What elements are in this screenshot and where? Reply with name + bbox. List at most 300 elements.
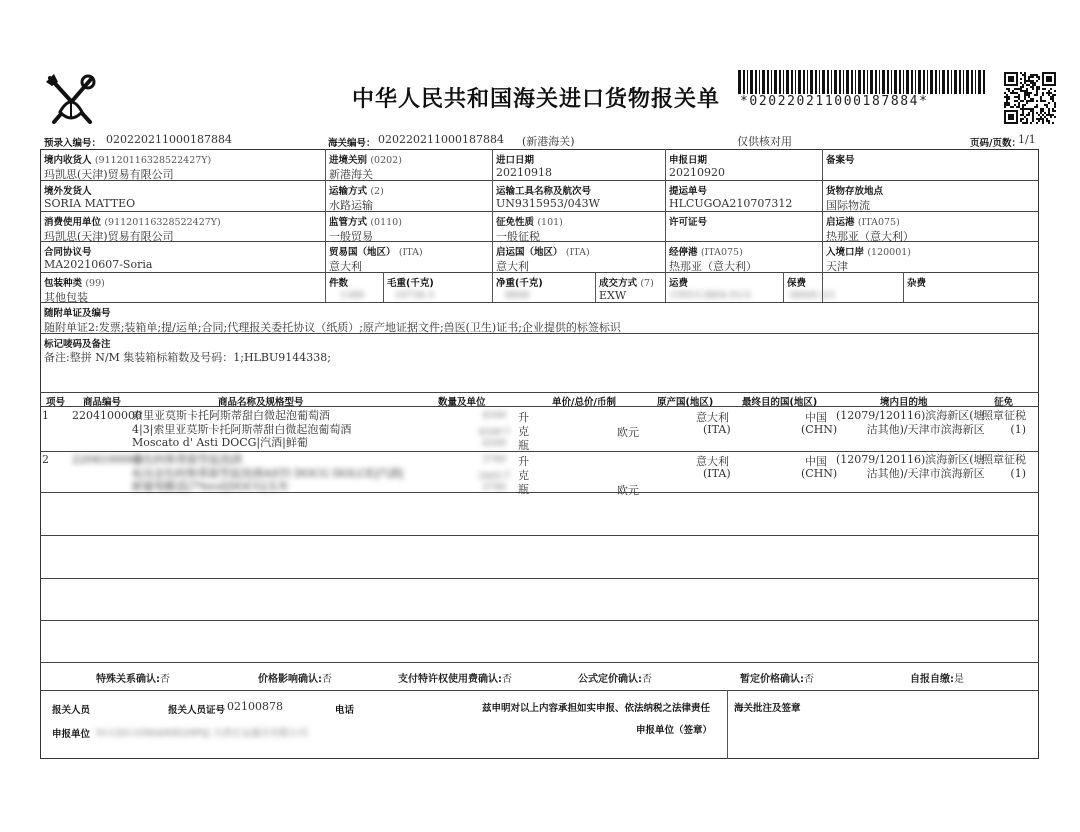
qr-module bbox=[1036, 90, 1038, 92]
qr-module bbox=[1032, 88, 1034, 90]
qr-module bbox=[1028, 94, 1030, 96]
goods-header-no: 项号 bbox=[46, 397, 66, 408]
qr-module bbox=[1024, 94, 1026, 96]
qr-module bbox=[1028, 80, 1030, 82]
customs-office: (新港海关) bbox=[522, 135, 575, 148]
qr-module bbox=[1044, 112, 1046, 114]
contract-label: 合同协议号 bbox=[44, 247, 92, 258]
qr-module bbox=[1024, 80, 1026, 82]
qr-module bbox=[1036, 92, 1038, 94]
qr-module bbox=[1016, 92, 1018, 94]
goods-qty-1: 4500 bbox=[482, 410, 507, 421]
user-label: 消费使用单位 (91120116328522427Y) bbox=[44, 217, 221, 228]
barcode-bar bbox=[975, 70, 976, 94]
barcode-bar bbox=[807, 70, 808, 94]
qr-module bbox=[1008, 114, 1014, 120]
barcode-bar bbox=[879, 70, 880, 94]
dep-port-value: 热那亚（意大利） bbox=[826, 230, 914, 243]
dep-port-label: 启运港 (ITA075) bbox=[826, 217, 900, 228]
bl-label: 提运单号 bbox=[669, 186, 708, 197]
goods-dest-code: (CHN) bbox=[801, 423, 838, 436]
barcode-bar bbox=[750, 70, 753, 94]
qr-module bbox=[1008, 98, 1010, 100]
barcode-bar bbox=[939, 70, 940, 94]
qr-module bbox=[1026, 120, 1028, 122]
qr-module bbox=[1040, 118, 1042, 120]
qr-module bbox=[1020, 86, 1022, 88]
qr-module bbox=[1008, 104, 1010, 106]
goods-origin-code: (ITA) bbox=[703, 467, 731, 480]
provisional-price-confirm: 暂定价格确认:否 bbox=[740, 674, 814, 685]
qr-module bbox=[1024, 116, 1026, 118]
qr-module bbox=[1042, 92, 1044, 94]
barcode-bar bbox=[978, 70, 981, 94]
barcode-bar bbox=[815, 70, 817, 94]
qr-module bbox=[1038, 118, 1040, 120]
special-relation-confirm: 特殊关系确认:否 bbox=[96, 674, 170, 685]
vessel-label: 运输工具名称及航次号 bbox=[496, 186, 592, 197]
qr-module bbox=[1030, 92, 1032, 94]
barcode-bar bbox=[839, 70, 841, 94]
qr-module bbox=[1042, 100, 1044, 102]
declare-unit-seal-label: 申报单位（签章） bbox=[636, 725, 713, 736]
qr-module bbox=[1024, 82, 1026, 84]
qr-module bbox=[1032, 74, 1034, 76]
qr-module bbox=[1054, 106, 1056, 108]
qr-module bbox=[1026, 88, 1028, 90]
qr-module bbox=[1004, 96, 1006, 98]
qr-module bbox=[1054, 104, 1056, 106]
net-label: 净重(千克) bbox=[496, 278, 543, 289]
qr-module bbox=[1044, 104, 1046, 106]
insurance-value: 000/0.3/1 bbox=[790, 290, 836, 301]
qr-module bbox=[1020, 120, 1022, 122]
qr-module bbox=[1018, 94, 1020, 96]
qr-module bbox=[1032, 110, 1034, 112]
qr-module bbox=[1036, 80, 1038, 82]
freight-label: 运费 bbox=[669, 278, 689, 289]
barcode-bar bbox=[906, 70, 909, 94]
goods-code: 2204100000 bbox=[72, 453, 142, 466]
qr-module bbox=[1028, 84, 1030, 86]
qr-module bbox=[1046, 106, 1048, 108]
qr-module bbox=[1040, 98, 1042, 100]
qr-module bbox=[1050, 98, 1052, 100]
vessel-value: UN9315953/043W bbox=[496, 197, 600, 210]
watermark-note: 仅供核对用 bbox=[737, 135, 792, 148]
barcode-bar bbox=[843, 70, 844, 94]
qr-module bbox=[1038, 120, 1040, 122]
barcode-bar bbox=[899, 70, 901, 94]
qr-module bbox=[1032, 98, 1034, 100]
qr-module bbox=[1044, 88, 1046, 90]
qr-module bbox=[1020, 88, 1022, 90]
qr-module bbox=[1034, 74, 1036, 76]
qr-module bbox=[1042, 114, 1044, 116]
levy-label: 征免性质 (101) bbox=[496, 217, 563, 228]
legal-statement: 兹申明对以上内容承担如实申报、依法纳税之法律责任 bbox=[482, 703, 711, 714]
transport-label: 运输方式 (2) bbox=[329, 186, 384, 197]
goods-unit-3: 瓶 bbox=[518, 439, 529, 452]
qr-module bbox=[1030, 82, 1032, 84]
barcode-bar bbox=[882, 70, 885, 94]
qr-module bbox=[1024, 72, 1026, 74]
pre-entry-label: 预录入编号： bbox=[44, 138, 102, 149]
qr-module bbox=[1016, 100, 1018, 102]
qr-module bbox=[1006, 88, 1008, 90]
qr-module bbox=[1018, 98, 1020, 100]
marks-value: 备注:整拼 N/M 集装箱标箱数及号码：1;HLBU9144338; bbox=[44, 351, 331, 364]
qr-module bbox=[1022, 118, 1024, 120]
qr-module bbox=[1036, 76, 1038, 78]
qr-module bbox=[1048, 122, 1050, 124]
goods-qty-2: 4500千 bbox=[478, 427, 512, 438]
goods-unit-2: 克 bbox=[518, 425, 529, 438]
qr-module bbox=[1036, 100, 1038, 102]
storage-label: 货物存放地点 bbox=[826, 186, 884, 197]
barcode-bar bbox=[959, 70, 961, 94]
qr-module bbox=[1004, 104, 1006, 106]
qr-module bbox=[1030, 98, 1032, 100]
qr-module bbox=[1036, 118, 1038, 120]
qr-module bbox=[1022, 106, 1024, 108]
qr-module bbox=[1016, 88, 1018, 90]
barcode-bar bbox=[755, 70, 757, 94]
barcode-bar bbox=[870, 70, 873, 94]
goods-levy: 照章征税 (1) bbox=[982, 453, 1026, 480]
qr-module bbox=[1008, 96, 1010, 98]
qr-module bbox=[1038, 86, 1040, 88]
qr-module bbox=[1032, 118, 1034, 120]
qr-module bbox=[1040, 116, 1042, 118]
qr-module bbox=[1006, 102, 1008, 104]
qr-module bbox=[1028, 92, 1030, 94]
customs-no-label: 海关编号： bbox=[328, 138, 376, 149]
qr-module bbox=[1048, 94, 1050, 96]
qr-module bbox=[1018, 96, 1020, 98]
barcode-bar bbox=[759, 70, 760, 94]
qr-module bbox=[1014, 96, 1016, 98]
barcode-bar bbox=[810, 70, 813, 94]
barcode-bar bbox=[891, 70, 892, 94]
qr-module bbox=[1036, 104, 1038, 106]
qr-module bbox=[1030, 108, 1032, 110]
customs-emblem-icon bbox=[42, 72, 100, 130]
declare-unit-label: 申报单位 bbox=[52, 729, 91, 740]
qr-module bbox=[1024, 74, 1026, 76]
qr-module bbox=[1036, 94, 1038, 96]
qr-module bbox=[1024, 96, 1026, 98]
barcode-bar bbox=[911, 70, 913, 94]
qr-module bbox=[1032, 108, 1034, 110]
qr-module bbox=[1030, 110, 1032, 112]
qr-module bbox=[1006, 100, 1008, 102]
qr-module bbox=[1024, 104, 1026, 106]
cert-label: 报关人员证号 bbox=[168, 705, 226, 716]
qr-module bbox=[1020, 78, 1022, 80]
qr-module bbox=[1030, 80, 1032, 82]
goods-levy: 照章征税 (1) bbox=[982, 409, 1026, 436]
qr-module bbox=[1012, 106, 1014, 108]
qr-module bbox=[1054, 102, 1056, 104]
contract-value: MA20210607-Soria bbox=[44, 258, 153, 271]
qr-module bbox=[1048, 114, 1050, 116]
barcode-bar bbox=[827, 70, 829, 94]
goods-currency: 欧元 bbox=[617, 426, 639, 439]
qr-module bbox=[1028, 112, 1030, 114]
page-value: 1/1 bbox=[1018, 133, 1036, 146]
qr-module bbox=[1038, 78, 1040, 80]
qr-module bbox=[1030, 76, 1032, 78]
goods-qty-1: 3780 bbox=[482, 454, 507, 465]
barcode-bar bbox=[915, 70, 916, 94]
qr-module bbox=[1028, 96, 1030, 98]
qr-module bbox=[1020, 90, 1022, 92]
goods-unit-3: 瓶 bbox=[518, 483, 529, 496]
qr-module bbox=[1044, 100, 1046, 102]
barcode-bar bbox=[831, 70, 832, 94]
qr-module bbox=[1020, 114, 1022, 116]
transport-value: 水路运输 bbox=[329, 199, 373, 212]
qr-module bbox=[1030, 86, 1032, 88]
qr-module bbox=[1032, 76, 1034, 78]
deal-value: EXW bbox=[599, 289, 627, 302]
goods-domestic: (12079/120116)滨海新区(塘 沽其他)/天津市滨海新区 bbox=[836, 453, 985, 480]
pre-entry-no: 020220211000187884 bbox=[106, 133, 232, 146]
pack-value: 其他包装 bbox=[44, 291, 88, 304]
barcode-bar bbox=[762, 70, 765, 94]
qr-module bbox=[1048, 112, 1050, 114]
qr-module bbox=[1004, 92, 1006, 94]
barcode-bar bbox=[918, 70, 921, 94]
qr-module bbox=[1028, 76, 1030, 78]
goods-qty-3: 4500 bbox=[482, 438, 507, 449]
goods-no: 2 bbox=[42, 453, 49, 466]
qr-module bbox=[1028, 100, 1030, 102]
barcode-bar bbox=[954, 70, 957, 94]
qr-module bbox=[1032, 80, 1034, 82]
qr-module bbox=[1022, 100, 1024, 102]
qr-module bbox=[1008, 88, 1010, 90]
user-value: 玛凯思(天津)贸易有限公司 bbox=[44, 230, 174, 243]
qr-module bbox=[1040, 96, 1042, 98]
barcode-bar bbox=[783, 70, 784, 94]
barcode-bar bbox=[942, 70, 945, 94]
gross-value: 10736.5 bbox=[395, 290, 435, 301]
insurance-label: 保费 bbox=[787, 278, 807, 289]
license-label: 许可证号 bbox=[669, 217, 708, 228]
supervision-value: 一般贸易 bbox=[329, 230, 373, 243]
qr-module bbox=[1040, 112, 1042, 114]
barcode-bar bbox=[863, 70, 865, 94]
barcode-bar bbox=[767, 70, 769, 94]
qr-module bbox=[1042, 122, 1044, 124]
transit-label: 经停港 (ITA075) bbox=[669, 247, 743, 258]
qr-module bbox=[1010, 106, 1012, 108]
qr-module bbox=[1036, 74, 1038, 76]
record-label: 备案号 bbox=[826, 155, 855, 166]
misc-label: 杂费 bbox=[907, 278, 927, 289]
barcode-bar bbox=[846, 70, 849, 94]
qr-module bbox=[1048, 120, 1050, 122]
qr-module bbox=[1052, 98, 1054, 100]
qr-module bbox=[1020, 108, 1022, 110]
goods-origin: 意大利 bbox=[696, 411, 729, 424]
qr-module bbox=[1016, 106, 1018, 108]
pieces-value: 1380 bbox=[340, 290, 365, 301]
qr-module bbox=[1046, 76, 1052, 82]
barcode-bar bbox=[855, 70, 856, 94]
qr-module bbox=[1050, 88, 1052, 90]
shipper-label: 境外发货人 bbox=[44, 186, 92, 197]
qr-module bbox=[1020, 118, 1022, 120]
goods-dest: 中国 bbox=[805, 455, 827, 468]
barcode-bar bbox=[798, 70, 801, 94]
qr-module bbox=[1008, 90, 1010, 92]
barcode-bar bbox=[963, 70, 964, 94]
qr-module bbox=[1018, 104, 1020, 106]
qr-module bbox=[1032, 100, 1034, 102]
qr-module bbox=[1042, 108, 1044, 110]
barcode-bar bbox=[779, 70, 781, 94]
declare-unit-value: 91120116MA06XQ9P6J 天津正运通关有限公司 bbox=[96, 728, 308, 739]
declare-date-value: 20210920 bbox=[669, 166, 725, 179]
barcode-bar bbox=[983, 70, 985, 94]
qr-module bbox=[1008, 76, 1014, 82]
qr-module bbox=[1020, 100, 1022, 102]
port-label: 进境关别 (0202) bbox=[329, 155, 402, 166]
barcode-bar bbox=[774, 70, 777, 94]
declare-date-label: 申报日期 bbox=[669, 155, 708, 166]
qr-module bbox=[1032, 116, 1034, 118]
barcode-bar bbox=[795, 70, 796, 94]
barcode-bar bbox=[927, 70, 928, 94]
qr-module bbox=[1012, 92, 1014, 94]
qr-module bbox=[1030, 100, 1032, 102]
qr-module bbox=[1028, 108, 1030, 110]
barcode-bar bbox=[743, 70, 745, 94]
qr-module bbox=[1036, 122, 1038, 124]
docs-label: 随附单证及编号 bbox=[44, 308, 111, 319]
qr-module bbox=[1052, 108, 1054, 110]
customs-no: 020220211000187884 bbox=[378, 133, 504, 146]
goods-qty-3: 3780 bbox=[482, 482, 507, 493]
qr-module bbox=[1054, 90, 1056, 92]
qr-module bbox=[1032, 114, 1034, 116]
barcode-bar bbox=[887, 70, 889, 94]
trade-country-label: 贸易国（地区） (ITA) bbox=[329, 247, 423, 258]
qr-module bbox=[1026, 80, 1028, 82]
qr-module bbox=[1052, 100, 1054, 102]
page-label: 页码/页数： bbox=[970, 138, 1021, 149]
qr-module bbox=[1022, 112, 1024, 114]
qr-module bbox=[1052, 110, 1054, 112]
barcode bbox=[738, 70, 988, 94]
qr-module bbox=[1022, 108, 1024, 110]
qr-module bbox=[1054, 110, 1056, 112]
qr-module bbox=[1010, 92, 1012, 94]
goods-unit-2: 克 bbox=[518, 469, 529, 482]
qr-module bbox=[1032, 86, 1034, 88]
barcode-bar bbox=[894, 70, 897, 94]
qr-module bbox=[1026, 118, 1028, 120]
qr-module bbox=[1024, 90, 1026, 92]
docs-value: 随附单证2:发票;装箱单;提/运单;合同;代理报关委托协议（纸质）;原产地证据文件;兽医(卫生)证书;企业提供的标签标识 bbox=[44, 321, 621, 334]
goods-unit-1: 升 bbox=[518, 411, 529, 424]
goods-header-qty: 数量及单位 bbox=[438, 397, 486, 408]
qr-module bbox=[1050, 96, 1052, 98]
qr-module bbox=[1050, 92, 1052, 94]
qr-module bbox=[1026, 84, 1028, 86]
qr-module bbox=[1024, 108, 1026, 110]
qr-module bbox=[1042, 118, 1044, 120]
barcode-bar bbox=[966, 70, 969, 94]
consignee-label: 境内收货人 (91120116328522427Y) bbox=[44, 155, 212, 166]
qr-module bbox=[1038, 76, 1040, 78]
barcode-bar bbox=[822, 70, 825, 94]
barcode-bar bbox=[935, 70, 937, 94]
qr-module bbox=[1042, 94, 1044, 96]
qr-module bbox=[1012, 90, 1014, 92]
goods-currency: 欧元 bbox=[617, 484, 639, 497]
qr-module bbox=[1032, 120, 1034, 122]
barcode-bar bbox=[834, 70, 837, 94]
qr-module bbox=[1046, 120, 1048, 122]
qr-module bbox=[1034, 106, 1036, 108]
qr-module bbox=[1042, 88, 1044, 90]
barcode-bar bbox=[791, 70, 793, 94]
qr-module bbox=[1006, 104, 1008, 106]
qr-module bbox=[1036, 88, 1038, 90]
qr-module bbox=[1014, 104, 1016, 106]
barcode-bar bbox=[771, 70, 772, 94]
qr-module bbox=[1050, 116, 1052, 118]
goods-header-levy: 征免 bbox=[994, 397, 1014, 408]
barcode-text: *020220211000187884* bbox=[740, 94, 929, 109]
barcode-bar bbox=[875, 70, 877, 94]
qr-module bbox=[1038, 88, 1040, 90]
qr-module bbox=[1048, 102, 1050, 104]
qr-module bbox=[1018, 102, 1020, 104]
price-impact-confirm: 价格影响确认:否 bbox=[258, 674, 332, 685]
goods-code: 2204100000 bbox=[72, 409, 142, 422]
qr-module bbox=[1014, 88, 1016, 90]
self-declare-confirm: 自报自缴:是 bbox=[910, 674, 964, 685]
qr-module bbox=[1024, 78, 1026, 80]
goods-origin: 意大利 bbox=[696, 455, 729, 468]
goods-header-name: 商品名称及规格型号 bbox=[218, 397, 304, 408]
barcode-bar bbox=[803, 70, 805, 94]
qr-module bbox=[1024, 98, 1026, 100]
goods-no: 1 bbox=[42, 409, 49, 422]
goods-header-price: 单价/总价/币制 bbox=[552, 397, 616, 408]
goods-header-domestic: 境内目的地 bbox=[880, 397, 928, 408]
royalty-confirm: 支付特许权使用费确认:否 bbox=[398, 674, 512, 685]
transit-value: 热那亚（意大利） bbox=[669, 260, 757, 273]
barcode-bar bbox=[923, 70, 925, 94]
qr-module bbox=[1020, 72, 1022, 74]
pieces-label: 件数 bbox=[329, 278, 349, 289]
barcode-bar bbox=[786, 70, 789, 94]
qr-module bbox=[1032, 84, 1034, 86]
goods-header-dest: 最终目的国(地区) bbox=[742, 397, 818, 408]
qr-module bbox=[1018, 88, 1020, 90]
qr-module bbox=[1046, 92, 1048, 94]
qr-module bbox=[1008, 102, 1010, 104]
qr-module bbox=[1022, 86, 1024, 88]
bl-value: HLCUGOA210707312 bbox=[669, 197, 793, 210]
freight-value: CNY/13804.91/3 bbox=[671, 290, 751, 301]
